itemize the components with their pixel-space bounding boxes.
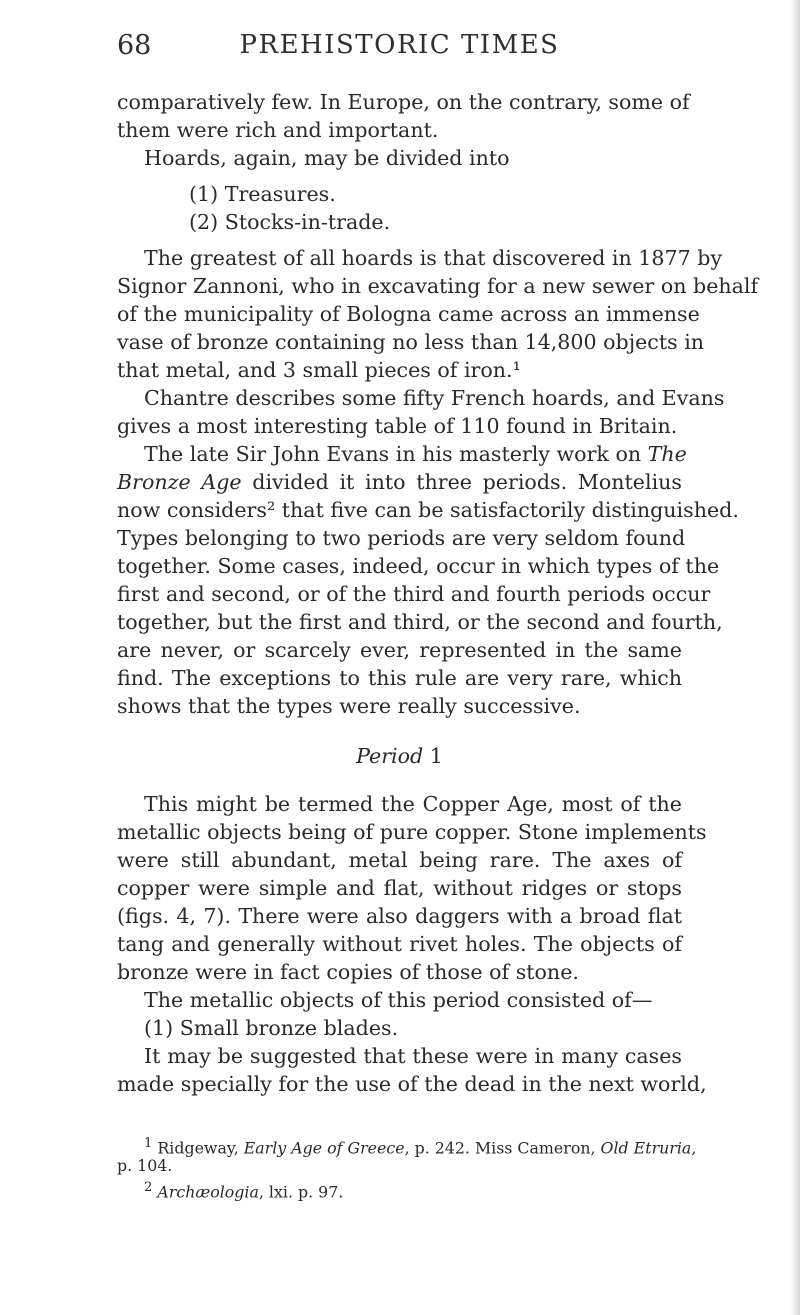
cited-work: Archæologia	[157, 1182, 259, 1202]
text-line: Types belonging to two periods are very seldom found	[117, 526, 686, 550]
paragraph-gap	[117, 172, 682, 180]
text-line: gives a most interesting table of 110 found in Britain.	[117, 414, 678, 438]
text-line: are never, or scarcely ever, represented in the same	[117, 638, 682, 662]
footnote-marker: 1	[144, 1136, 153, 1151]
text-line: together, but the first and third, or the second and fourth,	[117, 610, 723, 634]
running-header	[117, 30, 682, 70]
cited-work: Old Etruria	[600, 1138, 692, 1158]
section-heading: Period 1	[356, 744, 443, 768]
text-line: of the municipality of Bologna came across an immense	[117, 302, 700, 326]
footnote-1: $^1$ Ridgeway, Early Age of Greece, p. 242. Miss Cameron, Old Etruria,	[144, 1136, 697, 1158]
footnote-2: $^2$ Archæologia, lxi. p. 97.	[144, 1180, 344, 1202]
text-line: first and second, or of the third and fourth periods occur	[117, 582, 711, 606]
text-line: comparatively few. In Europe, on the contrary, some of	[117, 90, 690, 114]
footnotes	[117, 1133, 697, 1202]
text-line: The greatest of all hoards is that discovered in 1877 by	[144, 246, 723, 270]
work-title: The	[647, 442, 687, 466]
cited-work: Early Age of Greece	[243, 1138, 405, 1158]
body-text	[117, 88, 759, 1098]
footnote-marker: 2	[144, 1180, 153, 1195]
text-line: now considers² that five can be satisfactorily distinguished.	[117, 498, 739, 522]
page-edge-shadow	[790, 0, 800, 1315]
running-title: PREHISTORIC TIMES	[239, 30, 560, 60]
text-line: (1) Small bronze blades.	[144, 1016, 399, 1040]
text-line: copper were simple and flat, without ridges or stops	[117, 876, 682, 900]
text-line: This might be termed the Copper Age, most of the	[144, 792, 682, 816]
text-line: (2) Stocks-in-trade.	[189, 210, 391, 234]
text-line: vase of bronze containing no less than 14,800 objects in	[117, 330, 705, 354]
paragraph-gap	[117, 770, 682, 790]
text-line: find. The exceptions to this rule are very rare, which	[117, 666, 682, 690]
work-title: Bronze Age	[117, 470, 242, 494]
text-line: tang and generally without rivet holes. The objects of	[117, 932, 682, 956]
text-line: The metallic objects of this period consisted of—	[144, 988, 653, 1012]
text-line: Chantre describes some fifty French hoards, and Evans	[144, 386, 725, 410]
text-line: them were rich and important.	[117, 118, 439, 142]
text-line: (figs. 4, 7). There were also daggers with a broad flat	[117, 904, 682, 928]
text-line: (1) Treasures.	[189, 182, 336, 206]
footnote-1-continuation: p. 104.	[117, 1156, 173, 1175]
text-line: together. Some cases, indeed, occur in which types of the	[117, 554, 720, 578]
text-line: were still abundant, metal being rare. The axes of	[117, 848, 682, 872]
page-number: 68	[117, 30, 152, 61]
text-line: shows that the types were really successive.	[117, 694, 581, 718]
text-line: Bronze Age divided it into three periods. Montelius	[117, 470, 682, 494]
text-line: made specially for the use of the dead in the next world,	[117, 1072, 707, 1096]
text-line: metallic objects being of pure copper. Stone implements	[117, 820, 707, 844]
paragraph-gap	[117, 720, 682, 742]
text-line: bronze were in fact copies of those of stone.	[117, 960, 579, 984]
text-line: that metal, and 3 small pieces of iron.¹	[117, 358, 521, 382]
text-line: It may be suggested that these were in many cases	[144, 1044, 682, 1068]
text-line: Signor Zannoni, who in excavating for a new sewer on behalf	[117, 274, 759, 298]
paragraph-gap	[117, 236, 682, 244]
text-line: The late Sir John Evans in his masterly work on The	[144, 442, 687, 466]
text-line: Hoards, again, may be divided into	[144, 146, 510, 170]
